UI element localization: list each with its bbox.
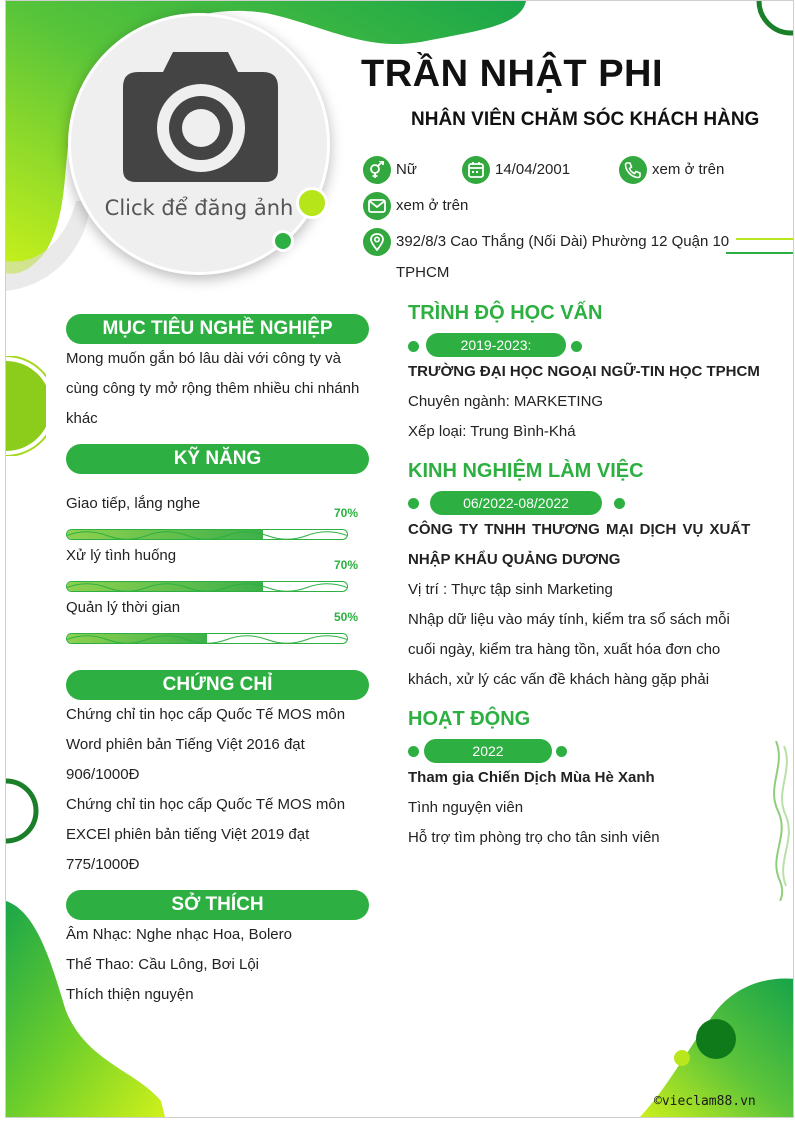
left-half-circle <box>6 356 46 456</box>
experience-desc: cuối ngày, kiểm tra hàng tồn, xuất hóa đơn cho <box>408 641 721 658</box>
skills-heading: KỸ NĂNG <box>66 444 369 474</box>
school-name: TRƯỜNG ĐẠI HỌC NGOẠI NGỮ-TIN HỌC TPHCM <box>408 363 760 380</box>
watermark: ©vieclam88.vn <box>654 1094 756 1109</box>
certificate-line: Chứng chỉ tin học cấp Quốc Tế MOS môn <box>66 706 346 723</box>
skill-name: Giao tiếp, lắng nghe <box>66 495 201 512</box>
hobby-line: Thể Thao: Cầu Lông, Bơi Lội <box>66 956 260 973</box>
certificate-line: Word phiên bản Tiếng Việt 2016 đạt <box>66 736 305 753</box>
experience-heading: KINH NGHIỆM LÀM VIỆC <box>408 460 644 482</box>
skill-bar-wave <box>67 530 348 540</box>
skill-bar <box>66 581 348 592</box>
certificate-line: 775/1000Đ <box>66 856 140 873</box>
skill-name: Xử lý tình huống <box>66 547 177 564</box>
skill-bar <box>66 529 348 540</box>
activity-role: Tình nguyện viên <box>408 799 524 816</box>
right-wave-lines <box>766 741 794 901</box>
objective-line: Mong muốn gắn bó lâu dài với công ty và <box>66 350 342 367</box>
location-icon <box>363 228 391 256</box>
top-right-ring <box>746 0 794 46</box>
activity-desc: Hỗ trợ tìm phòng trọ cho tân sinh viên <box>408 829 660 846</box>
skill-percent: 70% <box>334 506 359 520</box>
activity-period: 2022 <box>424 739 552 763</box>
address-line-1: 392/8/3 Cao Thắng (Nối Dài) Phường 12 Quận 10 <box>396 233 730 250</box>
calendar-icon <box>462 156 490 184</box>
experience-period: 06/2022-08/2022 <box>430 491 602 515</box>
skill-bar-wave <box>67 582 348 592</box>
company-name: NHẬP KHẨU QUẢNG DƯƠNG <box>408 551 621 568</box>
birthday-value: 14/04/2001 <box>495 161 571 178</box>
certificates-heading: CHỨNG CHỈ <box>66 670 369 700</box>
education-rank: Xếp loại: Trung Bình-Khá <box>408 423 576 440</box>
phone-icon <box>619 156 647 184</box>
certificate-line: 906/1000Đ <box>66 766 140 783</box>
certificate-line: Chứng chỉ tin học cấp Quốc Tế MOS môn <box>66 796 346 813</box>
skill-bar-wave <box>67 634 348 644</box>
gender-icon <box>363 156 391 184</box>
activity-name: Tham gia Chiến Dịch Mùa Hè Xanh <box>408 769 655 786</box>
hobbies-heading: SỞ THÍCH <box>66 890 369 920</box>
education-major: Chuyên ngành: MARKETING <box>408 393 604 410</box>
hobby-line: Thích thiện nguyện <box>66 986 194 1003</box>
company-name: CÔNG TY TNHH THƯƠNG MẠI DỊCH VỤ XUẤT <box>408 521 751 538</box>
education-period: 2019-2023: <box>426 333 566 357</box>
timeline-dot <box>614 498 625 509</box>
timeline-dot <box>408 341 419 352</box>
hobby-line: Âm Nhạc: Nghe nhạc Hoa, Bolero <box>66 926 292 943</box>
address-line-2: TPHCM <box>396 264 450 281</box>
gender-value: Nữ <box>396 161 417 178</box>
email-value: xem ở trên <box>396 197 469 214</box>
timeline-dot <box>556 746 567 757</box>
objective-line: khác <box>66 410 98 427</box>
experience-desc: Nhập dữ liệu vào máy tính, kiểm tra sổ sách mỗi <box>408 611 730 628</box>
upload-photo-label: Click để đăng ảnh <box>104 196 294 220</box>
experience-desc: khách, xử lý các vấn đề khách hàng gặp phải <box>408 671 710 688</box>
education-heading: TRÌNH ĐỘ HỌC VẤN <box>408 302 603 324</box>
objective-heading: MỤC TIÊU NGHỀ NGHIỆP <box>66 314 369 344</box>
photo-accent-dot-small <box>272 230 294 252</box>
cv-page <box>5 0 794 1118</box>
full-name: TRẦN NHẬT PHI <box>361 53 664 95</box>
email-icon <box>363 192 391 220</box>
skill-name: Quản lý thời gian <box>66 599 181 616</box>
photo-accent-dot-large <box>296 187 328 219</box>
activities-heading: HOẠT ĐỘNG <box>408 708 531 730</box>
left-ring <box>6 776 46 846</box>
skill-percent: 70% <box>334 558 359 572</box>
camera-icon <box>123 52 278 182</box>
timeline-dot <box>408 746 419 757</box>
job-title: NHÂN VIÊN CHĂM SÓC KHÁCH HÀNG <box>411 109 760 130</box>
skill-percent: 50% <box>334 610 359 624</box>
certificate-line: EXCEl phiên bản tiếng Việt 2019 đạt <box>66 826 310 843</box>
timeline-dot <box>408 498 419 509</box>
timeline-dot <box>571 341 582 352</box>
phone-value: xem ở trên <box>652 161 725 178</box>
skill-bar <box>66 633 348 644</box>
objective-line: cùng công ty mở rộng thêm nhiều chi nhánh <box>66 380 360 397</box>
right-side-lines <box>726 229 794 259</box>
experience-position: Vị trí : Thực tập sinh Marketing <box>408 581 613 598</box>
